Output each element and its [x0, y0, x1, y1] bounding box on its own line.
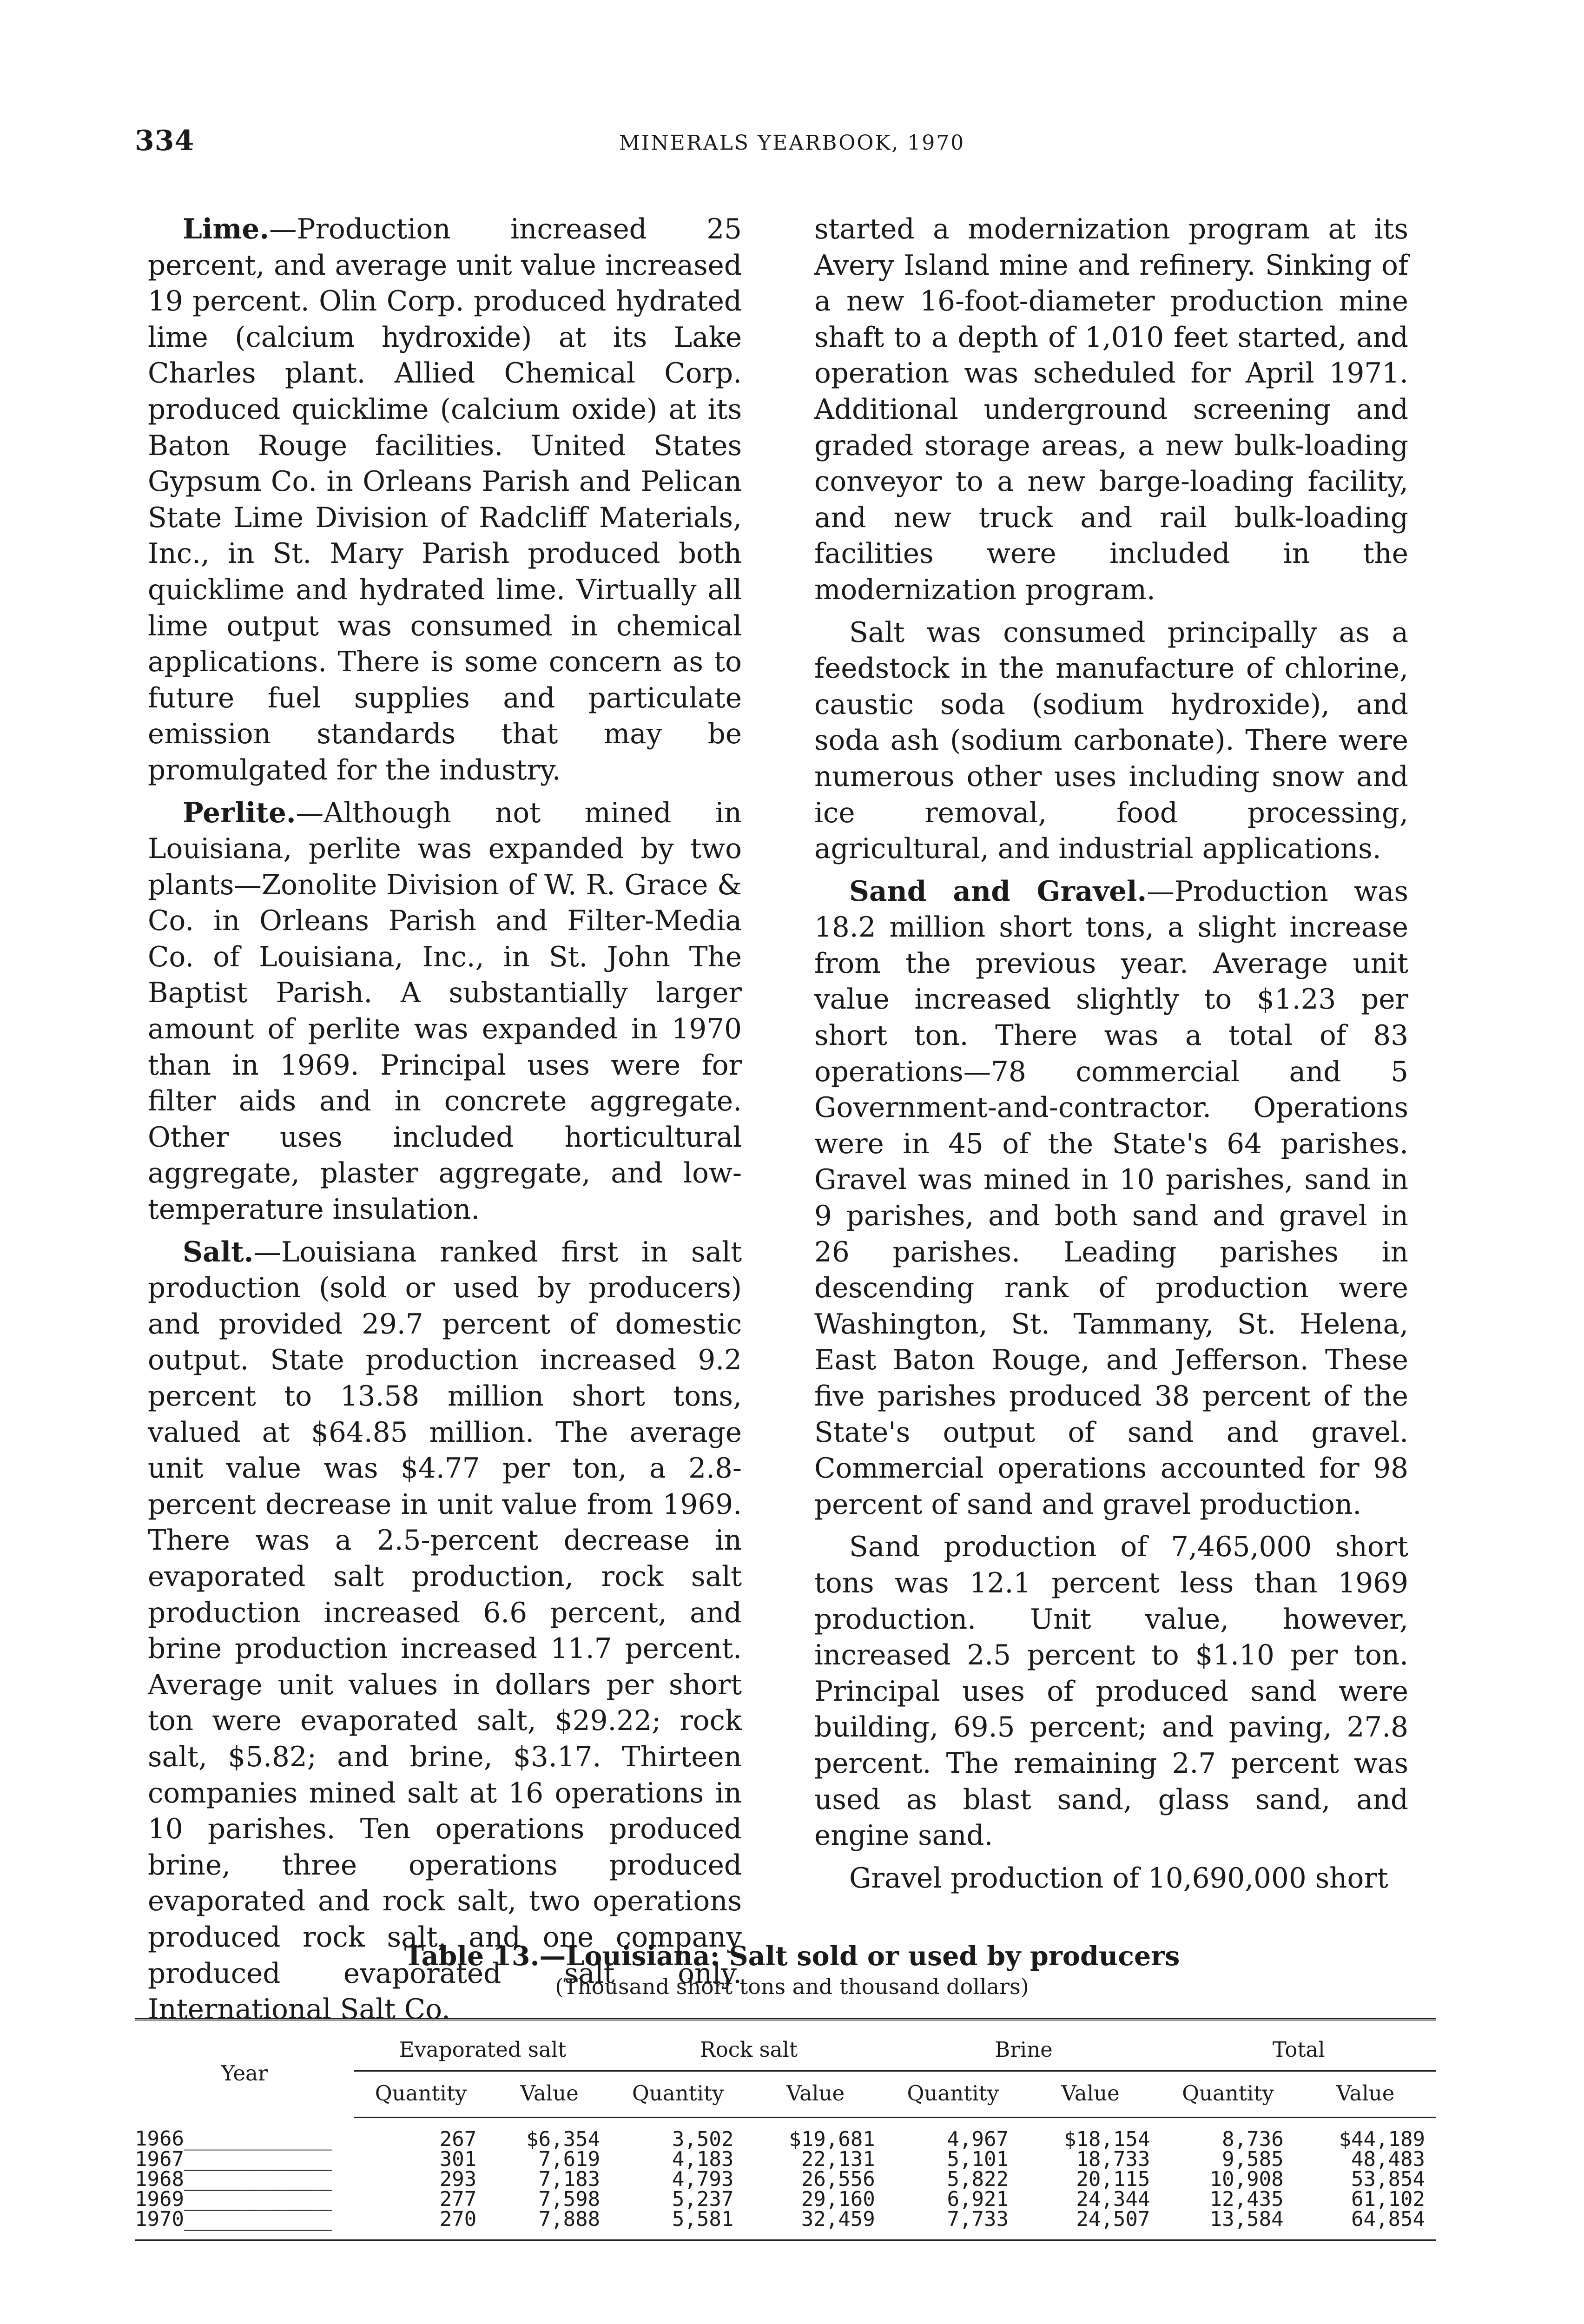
salt-paragraph — [148, 1235, 742, 2028]
table-cell: 7,598 — [538, 2187, 601, 2211]
right-column — [814, 211, 1408, 1896]
left-column — [148, 211, 742, 2028]
group-header-total — [1161, 2020, 1436, 2071]
subheader-quantity: Quantity — [886, 2071, 1020, 2118]
table-cell: 61,102 — [1351, 2187, 1425, 2211]
table-cell: 6,921 — [947, 2187, 1009, 2211]
table-cell: 32,459 — [745, 2209, 886, 2240]
table-cell: 10,908 — [1209, 2167, 1284, 2191]
group-header-label: Rock salt — [700, 2037, 798, 2062]
group-header-rock-salt — [611, 2020, 886, 2071]
sand-gravel-paragraph — [814, 874, 1408, 1523]
group-header-brine — [886, 2020, 1162, 2071]
table-cell: 270 — [354, 2209, 488, 2240]
table-cell: 5,822 — [947, 2167, 1009, 2191]
table-cell: 12,435 — [1209, 2187, 1284, 2211]
sand-gravel-text: —Production was 18.2 million short tons, a slight increase from the previous year. Average unit value increased slightly to $1.23 per short ton. There was a total of 83 operations—78 commercial and 5 Government-and-contractor. Operations were in 45 of the State's 64 parishes. Gravel was mined in 10 parishes, sand in 9 parishes, and both sand and gravel in 26 parishes. Leading parishes in descending rank of production were Washington, St. Tammany, St. Helena, East Baton Rouge, and Jefferson. These five parishes produced 38 percent of the State's output of sand and gravel. Commercial operations accounted for 98 percent of sand and gravel production. — [814, 875, 1408, 1521]
table-row — [135, 2189, 1436, 2209]
subheader-quantity: Quantity — [611, 2071, 745, 2118]
salt-table — [135, 2018, 1436, 2241]
table-group-header-row — [135, 2020, 1436, 2071]
sand-gravel-heading: Sand and Gravel. — [849, 875, 1147, 908]
table-cell: 48,483 — [1351, 2147, 1425, 2171]
subheader-value: Value — [1295, 2071, 1436, 2118]
year-label: 1967 — [135, 2147, 184, 2171]
row-year: 1968____________ — [135, 2167, 332, 2191]
table-cell: 24,507 — [1020, 2209, 1161, 2240]
lime-text: —Production increased 25 percent, and average unit value increased 19 percent. Olin Corp. produced hydrated lime (calcium hydroxide) at its Lake Charles plant. Allied Chemical Corp. produced quicklime (calcium oxide) at its Baton Rouge facilities. United States Gypsum Co. in Orleans Parish and Pelican State Lime Division of Radcliff Materials, Inc., in St. Mary Parish produced both quicklime and hydrated lime. Virtually all lime output was consumed in chemical applications. There is some concern as to future fuel supplies and particulate emission standards that may be promulgated for the industry. — [148, 213, 742, 786]
salt-uses-paragraph: Salt was consumed principally as a feedstock in the manufacture of chlorine, caustic soda (sodium hydroxide), and soda ash (sodium carbonate). There were numerous other uses including snow and ice removal, food processing, agricultural, and industrial applications. — [814, 616, 1408, 865]
table-cell: $6,354 — [526, 2127, 601, 2151]
row-year: 1967____________ — [135, 2147, 332, 2171]
table-cell: 4,967 — [947, 2127, 1009, 2151]
table-cell: 22,131 — [801, 2147, 875, 2171]
row-year: 1969____________ — [135, 2187, 332, 2211]
table-row — [135, 2169, 1436, 2189]
table-title: Table 13.—Louisiana: Salt sold or used by producers — [404, 1941, 1180, 1972]
salt-text: —Louisiana ranked first in salt production (sold or used by producers) and provided 29.7 percent of domestic output. State production increased 9.2 percent to 13.58 million short tons, valued at $64.85 million. The average unit value was $4.77 per ton, a 2.8-percent decrease in unit value from 1969. There was a 2.5-percent decrease in evaporated salt production, rock salt production increased 6.6 percent, and brine production increased 11.7 percent. Average unit values in dollars per short ton were evaporated salt, $29.22; rock salt, $5.82; and brine, $3.17. Thirteen companies mined salt at 16 operations in 10 parishes. Ten operations produced brine, three operations produced evaporated and rock salt, two operations produced rock salt, and one company produced evaporated salt only. International Salt Co. — [148, 1236, 742, 2026]
table-cell: $18,154 — [1063, 2127, 1150, 2151]
row-year: 1970____________ — [135, 2209, 354, 2240]
sand-production-paragraph: Sand production of 7,465,000 short tons was 12.1 percent less than 1969 production. Unit value, however, increased 2.5 percent to $1.10 per ton. Principal uses of produced sand were building, 69.5 percent; and paving, 27.8 percent. The remaining 2.7 percent was used as blast sand, glass sand, and engine sand. — [814, 1531, 1408, 1852]
year-label: 1968 — [135, 2167, 184, 2191]
table-cell: 277 — [439, 2187, 477, 2211]
table-cell: 4,183 — [672, 2147, 734, 2171]
subheader-value: Value — [1020, 2071, 1161, 2118]
salt-heading: Salt. — [183, 1235, 254, 1268]
perlite-paragraph — [148, 795, 742, 1228]
table-row — [135, 2149, 1436, 2169]
table-cell: 7,183 — [538, 2167, 601, 2191]
group-header-label: Total — [1272, 2037, 1325, 2062]
table-cell: 18,733 — [1076, 2147, 1150, 2171]
table-cell: 13,584 — [1161, 2209, 1294, 2240]
table-cell: 24,344 — [1076, 2187, 1150, 2211]
subheader-quantity: Quantity — [1161, 2071, 1294, 2118]
table-cell: 7,888 — [488, 2209, 611, 2240]
group-header-label: Brine — [995, 2037, 1053, 2062]
table-cell: $44,189 — [1339, 2127, 1425, 2151]
table-row — [135, 2209, 1436, 2240]
year-label: 1966 — [135, 2127, 184, 2151]
lime-paragraph — [148, 211, 742, 789]
year-label: 1969 — [135, 2187, 184, 2211]
table-subtitle: (Thousand short tons and thousand dollars) — [555, 1974, 1029, 1999]
subheader-value: Value — [488, 2071, 611, 2118]
table-cell: 29,160 — [801, 2187, 875, 2211]
group-header-evaporated — [354, 2020, 611, 2071]
table-cell: 267 — [439, 2127, 477, 2151]
table-cell: 64,854 — [1295, 2209, 1436, 2240]
table-cell: 301 — [439, 2147, 477, 2171]
running-head: MINERALS YEARBOOK, 1970 — [619, 131, 965, 155]
table-cell: 53,854 — [1351, 2167, 1425, 2191]
row-year: 1966____________ — [135, 2127, 332, 2151]
subheader-quantity: Quantity — [354, 2071, 488, 2118]
gravel-production-paragraph: Gravel production of 10,690,000 short — [849, 1862, 1388, 1895]
table-cell: 26,556 — [801, 2167, 875, 2191]
page-number: 334 — [135, 125, 195, 157]
table-cell: 9,585 — [1222, 2147, 1284, 2171]
table-cell: $19,681 — [789, 2127, 875, 2151]
table-cell: 5,237 — [672, 2187, 734, 2211]
lime-heading: Lime. — [183, 213, 269, 245]
year-label: 1970 — [135, 2207, 184, 2231]
group-header-label: Evaporated salt — [399, 2037, 567, 2062]
perlite-heading: Perlite. — [183, 796, 296, 829]
salt-continued-paragraph: started a modernization program at its Avery Island mine and refinery. Sinking of a new 16-foot-diameter production mine shaft to a depth of 1,010 feet started, and operation was scheduled for April 1971. Additional underground screening and graded storage areas, a new bulk-loading conveyor to a new barge-loading facility, and new truck and rail bulk-loading facilities were included in the modernization program. — [814, 213, 1408, 606]
perlite-text: —Although not mined in Louisiana, perlite was expanded by two plants—Zonolite Division of W. R. Grace & Co. in Orleans Parish and Filter-Media Co. of Louisiana, Inc., in St. John The Baptist Parish. A substantially larger amount of perlite was expanded in 1970 than in 1969. Principal uses were for filter aids and in concrete aggregate. Other uses included horticultural aggregate, plaster aggregate, and low-temperature insulation. — [148, 797, 742, 1226]
table-cell: 7,619 — [538, 2147, 601, 2171]
table-cell: 5,581 — [611, 2209, 745, 2240]
table-cell: 293 — [439, 2167, 477, 2191]
subheader-value: Value — [745, 2071, 886, 2118]
table-cell: 4,793 — [672, 2167, 734, 2191]
year-column-header: Year — [135, 2020, 354, 2118]
table-cell: 3,502 — [672, 2127, 734, 2151]
table-row — [135, 2118, 1436, 2150]
table-cell: 8,736 — [1222, 2127, 1284, 2151]
table-cell: 20,115 — [1076, 2167, 1150, 2191]
table-cell: 5,101 — [947, 2147, 1009, 2171]
table-cell: 7,733 — [886, 2209, 1020, 2240]
